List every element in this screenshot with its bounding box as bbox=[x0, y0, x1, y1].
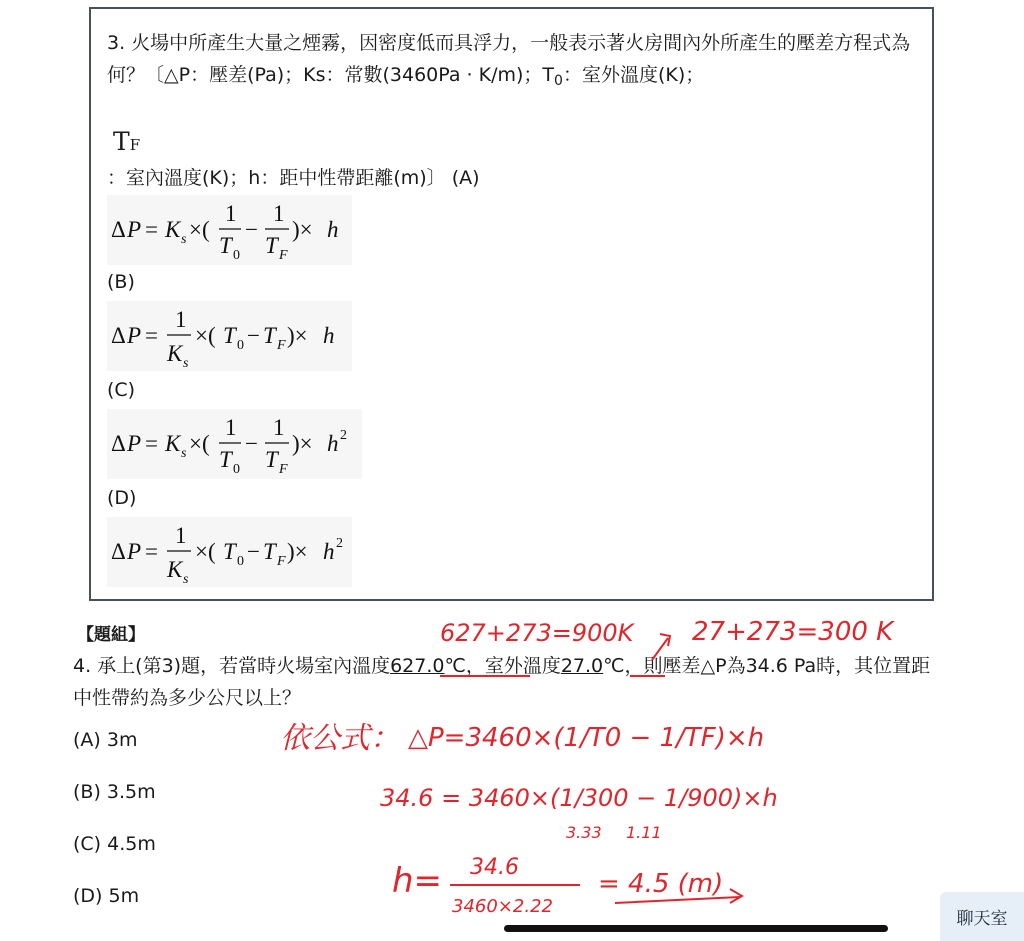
svg-text:×(: ×( bbox=[195, 539, 216, 564]
hw-h-lead: h= bbox=[392, 861, 443, 901]
svg-text:Δ: Δ bbox=[111, 217, 126, 242]
hw-formula-lead: 依公式： bbox=[280, 721, 400, 756]
formula-c-image bbox=[107, 409, 362, 479]
question-3-stem: 3. 火場中所產生大量之煙霧，因密度低而具浮力，一般表示著火房間內外所產生的壓差方程式為何？〔△P：壓差(Pa)；Ks：常數(3460Pa · K/m)；T bbox=[107, 32, 911, 86]
svg-text:0: 0 bbox=[237, 554, 244, 569]
question-3-stem-cont: ：室外溫度(K)； bbox=[562, 64, 705, 86]
svg-text:)×: )× bbox=[292, 217, 313, 242]
svg-text:T: T bbox=[223, 323, 236, 348]
hw-substitution: 34.6 = 3460×(1/300 − 1/900)×h bbox=[380, 784, 778, 812]
svg-text:T: T bbox=[223, 539, 236, 564]
indoor-temp: 627.0 bbox=[390, 655, 445, 677]
svg-text:s: s bbox=[183, 572, 189, 587]
svg-text:F: F bbox=[279, 248, 288, 263]
svg-text:−: − bbox=[247, 323, 260, 348]
svg-text:F: F bbox=[277, 554, 286, 569]
question-4-text bbox=[73, 650, 933, 714]
svg-text:Δ: Δ bbox=[111, 323, 126, 348]
q4-option-c[interactable]: (C) 4.5m bbox=[73, 833, 156, 855]
svg-text:−: − bbox=[245, 217, 258, 242]
svg-text:=: = bbox=[145, 431, 158, 456]
svg-text:s: s bbox=[181, 446, 187, 461]
svg-text:F: F bbox=[277, 338, 286, 353]
svg-text:−: − bbox=[247, 539, 260, 564]
svg-text:=: = bbox=[145, 323, 158, 348]
home-indicator[interactable] bbox=[504, 925, 888, 932]
hw-formula: △P=3460×(1/T0 − 1/TF)×h bbox=[408, 723, 765, 753]
chat-room-button[interactable]: 聊天室 bbox=[940, 892, 1024, 941]
tf-sub: F bbox=[129, 136, 141, 154]
svg-text:1: 1 bbox=[273, 201, 285, 226]
svg-text:)×: )× bbox=[287, 323, 308, 348]
hw-indoor-kelvin: 627+273=900K bbox=[440, 619, 634, 647]
option-d-label: (D) bbox=[107, 487, 137, 509]
svg-text:Δ: Δ bbox=[111, 539, 126, 564]
outdoor-temp: 27.0 bbox=[560, 655, 604, 677]
svg-text:Δ: Δ bbox=[111, 431, 126, 456]
svg-text:0: 0 bbox=[237, 338, 244, 353]
svg-text:0: 0 bbox=[233, 462, 240, 477]
option-b-label: (B) bbox=[107, 271, 135, 293]
svg-text:T: T bbox=[219, 447, 232, 472]
svg-text:2: 2 bbox=[340, 428, 347, 443]
svg-text:1: 1 bbox=[225, 201, 237, 226]
question-3-box bbox=[89, 7, 934, 601]
hw-h-result: = 4.5 (m) bbox=[598, 869, 724, 899]
svg-text:h: h bbox=[327, 431, 339, 456]
svg-text:1: 1 bbox=[273, 415, 285, 440]
question-3-text bbox=[107, 27, 922, 97]
svg-text:F: F bbox=[279, 462, 288, 477]
hw-value-b: 1.11 bbox=[626, 823, 662, 842]
svg-text:−: − bbox=[245, 431, 258, 456]
tf-main: T bbox=[113, 127, 130, 156]
formula-a-image bbox=[107, 195, 352, 265]
hw-outdoor-kelvin: 27+273=300 K bbox=[692, 617, 894, 647]
q4-option-a[interactable]: (A) 3m bbox=[73, 729, 138, 751]
svg-text:P: P bbox=[127, 539, 142, 564]
svg-text:2: 2 bbox=[336, 536, 343, 551]
svg-text:h: h bbox=[323, 323, 335, 348]
svg-text:=: = bbox=[145, 217, 158, 242]
svg-text:h: h bbox=[323, 539, 335, 564]
svg-text:P: P bbox=[127, 431, 142, 456]
q4-option-b[interactable]: (B) 3.5m bbox=[73, 781, 156, 803]
q4-stem-c: ℃，則壓差△P為34.6 Pa時，其位置距中性帶約為多少公尺以上？ bbox=[73, 655, 931, 709]
hw-value-a: 3.33 bbox=[566, 823, 602, 842]
option-c-label: (C) bbox=[107, 379, 136, 401]
svg-text:×(: ×( bbox=[195, 323, 216, 348]
tf-symbol bbox=[113, 127, 140, 156]
svg-text:K: K bbox=[165, 431, 181, 456]
svg-text:P: P bbox=[127, 217, 142, 242]
svg-text:0: 0 bbox=[233, 248, 240, 263]
svg-text:K: K bbox=[167, 557, 183, 582]
t0-subscript: 0 bbox=[554, 73, 563, 89]
svg-text:h: h bbox=[327, 217, 339, 242]
q4-stem-a: 4. 承上(第3)題，若當時火場室內溫度 bbox=[73, 655, 391, 677]
svg-text:)×: )× bbox=[292, 431, 313, 456]
svg-text:T: T bbox=[219, 233, 232, 258]
formula-b-image bbox=[107, 301, 352, 371]
svg-text:s: s bbox=[181, 232, 187, 247]
svg-text:=: = bbox=[145, 539, 158, 564]
svg-text:K: K bbox=[165, 217, 181, 242]
hw-h-numerator: 34.6 bbox=[470, 855, 519, 880]
svg-text:P: P bbox=[127, 323, 142, 348]
svg-text:T: T bbox=[263, 539, 276, 564]
svg-text:T: T bbox=[265, 447, 278, 472]
svg-text:)×: )× bbox=[287, 539, 308, 564]
q4-option-d[interactable]: (D) 5m bbox=[73, 885, 140, 907]
svg-text:s: s bbox=[183, 356, 189, 371]
svg-text:T: T bbox=[263, 323, 276, 348]
svg-text:1: 1 bbox=[225, 415, 237, 440]
svg-text:1: 1 bbox=[175, 307, 187, 332]
q4-stem-b: ℃，室外溫度 bbox=[444, 655, 561, 677]
svg-text:×(: ×( bbox=[189, 431, 210, 456]
hw-h-denominator: 3460×2.22 bbox=[452, 896, 553, 917]
formula-d-image bbox=[107, 517, 352, 587]
svg-text:1: 1 bbox=[175, 523, 187, 548]
question-3-legend: ：室內溫度(K)；h：距中性帶距離(m)〕 (A) bbox=[107, 167, 480, 189]
hw-result-arrow-icon bbox=[615, 889, 742, 903]
svg-text:×(: ×( bbox=[189, 217, 210, 242]
svg-text:T: T bbox=[265, 233, 278, 258]
svg-text:K: K bbox=[167, 341, 183, 366]
group-label: 【題組】 bbox=[77, 625, 145, 645]
